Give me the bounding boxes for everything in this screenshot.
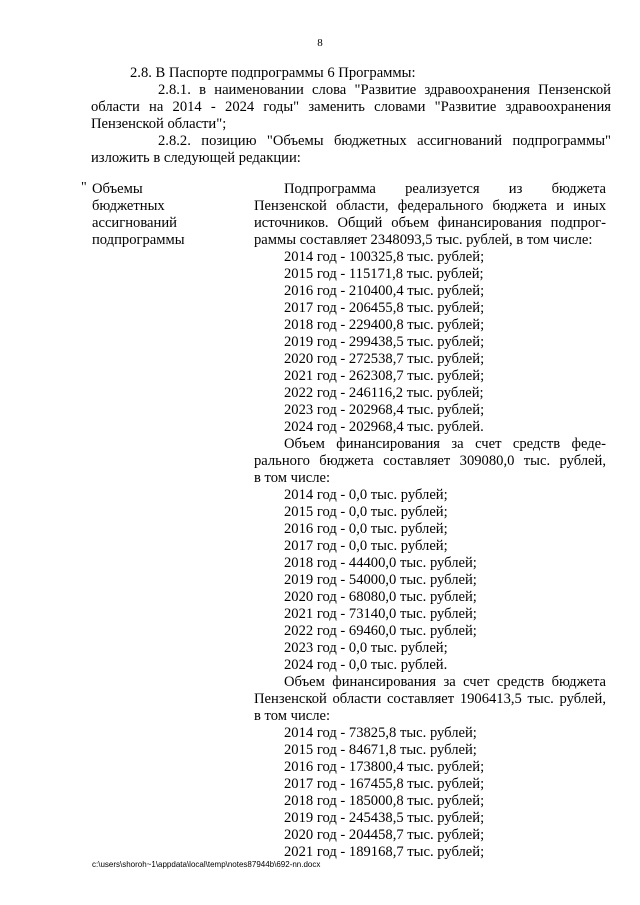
federal-text-line: в том числе: [254,470,331,486]
left-cell-line: ассигнований [92,215,177,231]
federal-text-line: Объем финансирования за счет средств феде- [284,436,606,452]
federal-year-row: 2020 год - 68080,0 тыс. рублей; [284,589,477,605]
intro-line-6: изложить в следующей редакции: [91,150,301,166]
regional-year-row: 2016 год - 173800,4 тыс. рублей; [284,759,485,775]
regional-year-row: 2019 год - 245438,5 тыс. рублей; [284,810,485,826]
federal-text-line: рального бюджета составляет 309080,0 тыс. рублей, [254,453,606,469]
total-year-row: 2022 год - 246116,2 тыс. рублей; [284,385,484,401]
total-text-line: раммы составляет 2348093,5 тыс. рублей, в том числе: [254,232,593,248]
total-text-line: Пензенской области, федерального бюджета и иных [254,198,606,214]
federal-year-row: 2015 год - 0,0 тыс. рублей; [284,504,448,520]
opening-quote: " [81,180,87,195]
intro-line-1: 2.8. В Паспорте подпрограммы 6 Программы: [130,65,416,81]
regional-year-row: 2014 год - 73825,8 тыс. рублей; [284,725,477,741]
total-year-row: 2023 год - 202968,4 тыс. рублей; [284,402,485,418]
regional-year-row: 2015 год - 84671,8 тыс. рублей; [284,742,477,758]
federal-year-row: 2018 год - 44400,0 тыс. рублей; [284,555,477,571]
intro-line-4: Пензенской области"; [91,116,227,132]
total-year-row: 2020 год - 272538,7 тыс. рублей; [284,351,485,367]
left-cell-line: подпрограммы [92,232,185,248]
total-year-row: 2018 год - 229400,8 тыс. рублей; [284,317,485,333]
regional-text-line: Пензенской области составляет 1906413,5 тыс. рублей, [254,691,606,707]
table-left-cell [92,181,232,249]
federal-year-row: 2014 год - 0,0 тыс. рублей; [284,487,448,503]
regional-text-line: в том числе: [254,708,331,724]
total-year-row: 2021 год - 262308,7 тыс. рублей; [284,368,485,384]
intro-line-3: области на 2014 - 2024 годы" заменить словами "Развитие здравоохранения [91,99,611,115]
table-right-cell [254,181,606,861]
total-text-line: источников. Общий объем финансирования подпрог- [254,215,606,231]
federal-year-row: 2022 год - 69460,0 тыс. рублей; [284,623,477,639]
document-file-path: c:\users\shoroh~1\appdata\local\temp\notes87944b\692-nn.docx [92,860,321,869]
federal-year-row: 2019 год - 54000,0 тыс. рублей; [284,572,477,588]
regional-text-line: Объем финансирования за счет средств бюджета [284,674,606,690]
regional-year-row: 2020 год - 204458,7 тыс. рублей; [284,827,485,843]
left-cell-line: Объемы [92,181,143,197]
federal-year-row: 2021 год - 73140,0 тыс. рублей; [284,606,477,622]
regional-year-row: 2017 год - 167455,8 тыс. рублей; [284,776,485,792]
regional-year-row: 2021 год - 189168,7 тыс. рублей; [284,844,485,860]
federal-year-row: 2017 год - 0,0 тыс. рублей; [284,538,448,554]
regional-year-row: 2018 год - 185000,8 тыс. рублей; [284,793,485,809]
intro-line-2: 2.8.1. в наименовании слова "Развитие здравоохранения Пензенской [158,82,611,98]
total-year-row: 2019 год - 299438,5 тыс. рублей; [284,334,485,350]
total-text-line: Подпрограмма реализуется из бюджета [284,181,606,197]
page-number: 8 [317,37,323,49]
federal-year-row: 2023 год - 0,0 тыс. рублей; [284,640,448,656]
left-cell-line: бюджетных [92,198,165,214]
total-year-row: 2016 год - 210400,4 тыс. рублей; [284,283,485,299]
total-year-row: 2014 год - 100325,8 тыс. рублей; [284,249,485,265]
federal-year-row: 2024 год - 0,0 тыс. рублей. [284,657,448,673]
total-year-row: 2024 год - 202968,4 тыс. рублей. [284,419,484,435]
federal-year-row: 2016 год - 0,0 тыс. рублей; [284,521,448,537]
total-year-row: 2015 год - 115171,8 тыс. рублей; [284,266,484,282]
total-year-row: 2017 год - 206455,8 тыс. рублей; [284,300,485,316]
intro-line-5: 2.8.2. позицию "Объемы бюджетных ассигнований подпрограммы" [158,133,611,149]
intro-paragraphs [91,65,611,167]
